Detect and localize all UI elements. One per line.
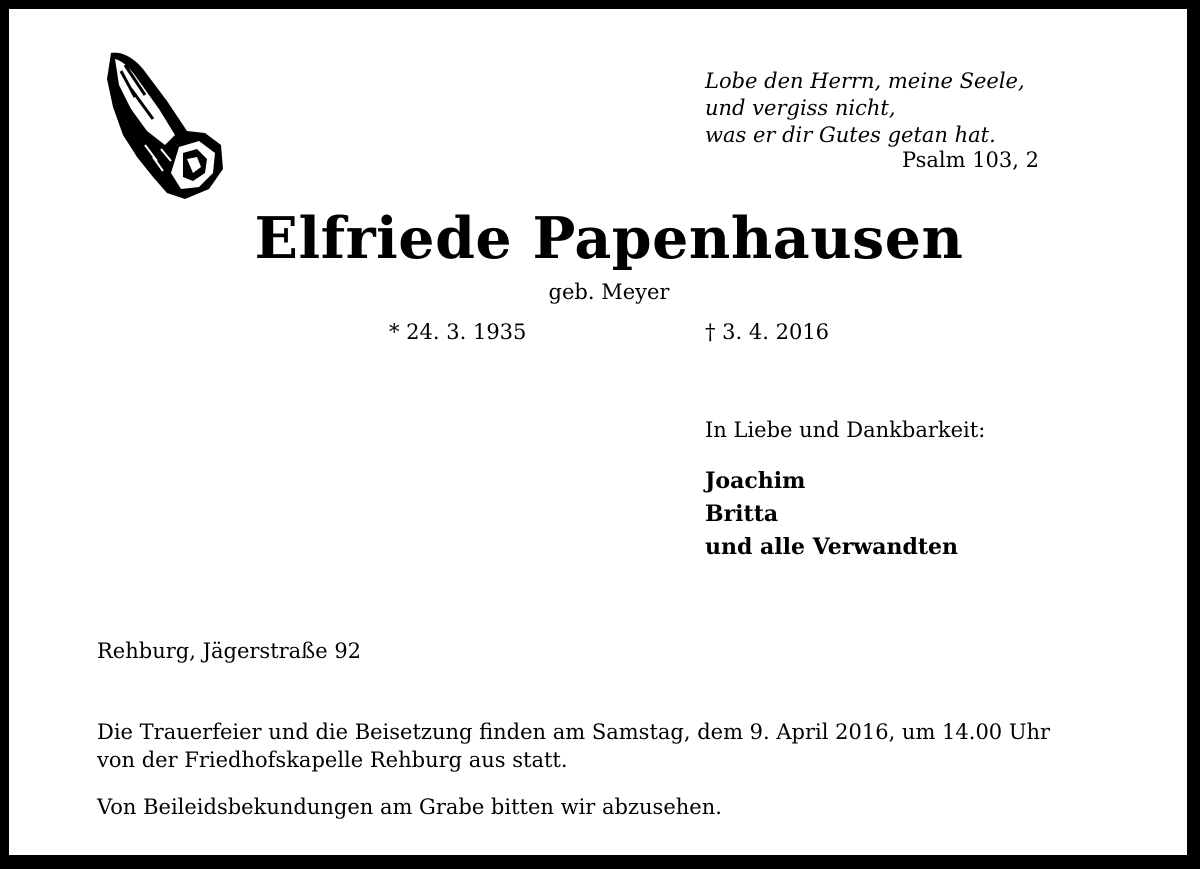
- praying-hands-icon: [101, 49, 227, 201]
- verse-reference: Psalm 103, 2: [902, 148, 1039, 172]
- condolence-note: Von Beileidsbekundungen am Grabe bitten wir abzusehen.: [97, 795, 722, 819]
- funeral-service-info: [97, 718, 1050, 774]
- mourner-name: Britta: [705, 501, 779, 527]
- mourner-name: und alle Verwandten: [705, 534, 959, 560]
- verse-line: und vergiss nicht,: [705, 96, 896, 120]
- birth-date: * 24. 3. 1935: [389, 320, 527, 344]
- verse-line: was er dir Gutes getan hat.: [705, 123, 996, 147]
- deceased-name: Elfriede Papenhausen: [254, 205, 964, 272]
- maiden-name: geb. Meyer: [548, 280, 670, 304]
- mourner-name: Joachim: [705, 468, 806, 494]
- bible-verse: [705, 68, 1025, 149]
- service-line: Die Trauerfeier und die Beisetzung finden am Samstag, dem 9. April 2016, um 14.00 Uhr: [97, 720, 1051, 744]
- death-date: † 3. 4. 2016: [705, 320, 830, 344]
- address: Rehburg, Jägerstraße 92: [97, 639, 362, 663]
- service-line: von der Friedhofskapelle Rehburg aus statt.: [97, 748, 568, 772]
- mourners-list: [705, 465, 958, 564]
- obituary-card: [9, 9, 1187, 855]
- mourners-intro: In Liebe und Dankbarkeit:: [705, 418, 986, 442]
- verse-line: Lobe den Herrn, meine Seele,: [705, 69, 1025, 93]
